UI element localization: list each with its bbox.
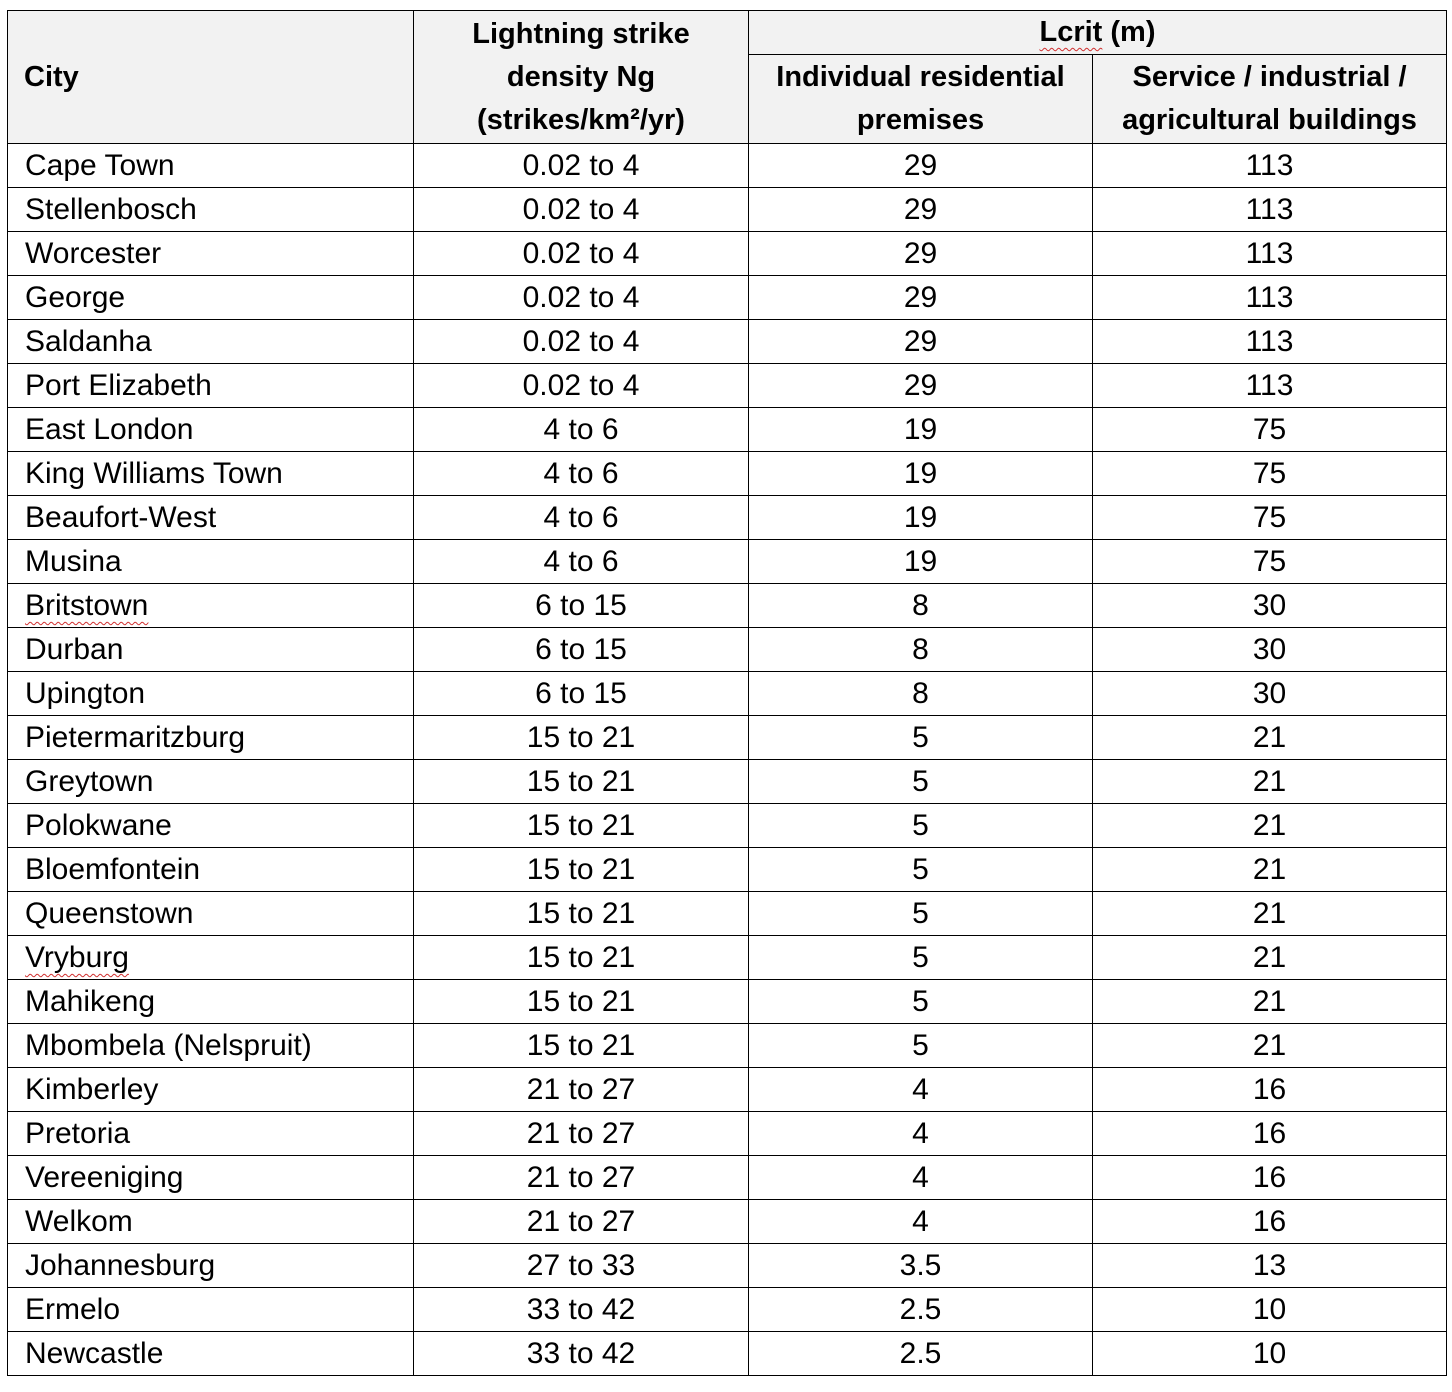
service-lcrit-cell: 75 <box>1093 496 1447 540</box>
city-cell: Pietermaritzburg <box>8 716 414 760</box>
strike-density-cell: 15 to 21 <box>414 716 749 760</box>
residential-lcrit-cell: 4 <box>749 1068 1093 1112</box>
table-row <box>8 1200 1447 1244</box>
residential-lcrit-cell: 8 <box>749 628 1093 672</box>
table-row <box>8 1024 1447 1068</box>
service-column-header <box>1093 55 1447 144</box>
strike-density-column-header <box>414 11 749 144</box>
city-cell: Pretoria <box>8 1112 414 1156</box>
strike-density-cell: 33 to 42 <box>414 1288 749 1332</box>
city-cell: Johannesburg <box>8 1244 414 1288</box>
city-cell: George <box>8 276 414 320</box>
city-cell: Vryburg <box>8 936 414 980</box>
service-lcrit-cell: 30 <box>1093 584 1447 628</box>
lcrit-word: Lcrit <box>1039 16 1103 48</box>
table-row <box>8 716 1447 760</box>
service-lcrit-cell: 113 <box>1093 232 1447 276</box>
lcrit-group-header <box>749 11 1447 55</box>
city-cell: Mahikeng <box>8 980 414 1024</box>
residential-lcrit-cell: 2.5 <box>749 1332 1093 1376</box>
service-lcrit-cell: 21 <box>1093 980 1447 1024</box>
strike-density-cell: 15 to 21 <box>414 892 749 936</box>
service-lcrit-cell: 21 <box>1093 848 1447 892</box>
city-cell: Greytown <box>8 760 414 804</box>
strike-density-cell: 4 to 6 <box>414 452 749 496</box>
strike-density-cell: 15 to 21 <box>414 848 749 892</box>
service-lcrit-cell: 16 <box>1093 1112 1447 1156</box>
strike-density-cell: 0.02 to 4 <box>414 320 749 364</box>
service-lcrit-cell: 16 <box>1093 1068 1447 1112</box>
table-row <box>8 892 1447 936</box>
city-cell: Bloemfontein <box>8 848 414 892</box>
table-row <box>8 1332 1447 1376</box>
table-row <box>8 1244 1447 1288</box>
strike-density-cell: 27 to 33 <box>414 1244 749 1288</box>
residential-lcrit-cell: 19 <box>749 408 1093 452</box>
table-row <box>8 1068 1447 1112</box>
residential-lcrit-cell: 4 <box>749 1200 1093 1244</box>
city-cell: Mbombela (Nelspruit) <box>8 1024 414 1068</box>
residential-lcrit-cell: 29 <box>749 364 1093 408</box>
table-row <box>8 496 1447 540</box>
residential-lcrit-cell: 5 <box>749 716 1093 760</box>
city-column-header <box>8 11 414 144</box>
table-row <box>8 672 1447 716</box>
table-row <box>8 144 1447 188</box>
city-cell: Upington <box>8 672 414 716</box>
city-cell: Kimberley <box>8 1068 414 1112</box>
table-row <box>8 1112 1447 1156</box>
city-cell: East London <box>8 408 414 452</box>
density-header-line-3: (strikes/km²/yr) <box>477 103 685 136</box>
table-row <box>8 1156 1447 1200</box>
table-row <box>8 276 1447 320</box>
city-cell: Beaufort-West <box>8 496 414 540</box>
city-cell: Ermelo <box>8 1288 414 1332</box>
service-lcrit-cell: 113 <box>1093 320 1447 364</box>
service-lcrit-cell: 21 <box>1093 760 1447 804</box>
city-cell: Newcastle <box>8 1332 414 1376</box>
service-lcrit-cell: 113 <box>1093 276 1447 320</box>
table-row <box>8 408 1447 452</box>
residential-header-line-2: premises <box>856 104 985 136</box>
city-cell: Polokwane <box>8 804 414 848</box>
strike-density-cell: 4 to 6 <box>414 496 749 540</box>
table-row <box>8 232 1447 276</box>
service-lcrit-cell: 21 <box>1093 1024 1447 1068</box>
residential-lcrit-cell: 4 <box>749 1156 1093 1200</box>
lightning-lcrit-table <box>7 10 1447 1376</box>
service-lcrit-cell: 21 <box>1093 892 1447 936</box>
density-header-line-2: density Ng <box>506 60 656 93</box>
residential-lcrit-cell: 4 <box>749 1112 1093 1156</box>
service-header-line-1: Service / industrial / <box>1132 61 1407 93</box>
residential-column-header <box>749 55 1093 144</box>
service-lcrit-cell: 13 <box>1093 1244 1447 1288</box>
strike-density-cell: 21 to 27 <box>414 1112 749 1156</box>
table-row <box>8 584 1447 628</box>
table-row <box>8 936 1447 980</box>
residential-lcrit-cell: 8 <box>749 584 1093 628</box>
city-cell: Welkom <box>8 1200 414 1244</box>
residential-lcrit-cell: 29 <box>749 320 1093 364</box>
lcrit-unit: (m) <box>1102 16 1156 48</box>
strike-density-cell: 0.02 to 4 <box>414 188 749 232</box>
strike-density-cell: 21 to 27 <box>414 1200 749 1244</box>
residential-lcrit-cell: 5 <box>749 760 1093 804</box>
city-cell: Cape Town <box>8 144 414 188</box>
city-cell: Port Elizabeth <box>8 364 414 408</box>
table-row <box>8 320 1447 364</box>
service-lcrit-cell: 113 <box>1093 188 1447 232</box>
service-lcrit-cell: 16 <box>1093 1200 1447 1244</box>
residential-lcrit-cell: 5 <box>749 892 1093 936</box>
table-row <box>8 364 1447 408</box>
density-header-line-1: Lightning strike <box>472 17 690 50</box>
service-lcrit-cell: 113 <box>1093 144 1447 188</box>
residential-lcrit-cell: 3.5 <box>749 1244 1093 1288</box>
city-cell: Saldanha <box>8 320 414 364</box>
residential-lcrit-cell: 5 <box>749 848 1093 892</box>
residential-lcrit-cell: 5 <box>749 804 1093 848</box>
city-cell: King Williams Town <box>8 452 414 496</box>
strike-density-cell: 6 to 15 <box>414 628 749 672</box>
city-cell: Britstown <box>8 584 414 628</box>
service-header-line-2: agricultural buildings <box>1122 104 1417 136</box>
strike-density-cell: 15 to 21 <box>414 936 749 980</box>
city-cell: Worcester <box>8 232 414 276</box>
service-lcrit-cell: 113 <box>1093 364 1447 408</box>
table-row <box>8 848 1447 892</box>
residential-lcrit-cell: 5 <box>749 1024 1093 1068</box>
strike-density-cell: 0.02 to 4 <box>414 276 749 320</box>
table-row <box>8 540 1447 584</box>
strike-density-cell: 15 to 21 <box>414 1024 749 1068</box>
service-lcrit-cell: 75 <box>1093 452 1447 496</box>
service-lcrit-cell: 21 <box>1093 716 1447 760</box>
service-lcrit-cell: 10 <box>1093 1332 1447 1376</box>
residential-lcrit-cell: 19 <box>749 452 1093 496</box>
service-lcrit-cell: 75 <box>1093 408 1447 452</box>
service-lcrit-cell: 30 <box>1093 672 1447 716</box>
strike-density-cell: 6 to 15 <box>414 584 749 628</box>
residential-lcrit-cell: 29 <box>749 232 1093 276</box>
city-cell: Queenstown <box>8 892 414 936</box>
service-lcrit-cell: 10 <box>1093 1288 1447 1332</box>
table-row <box>8 452 1447 496</box>
table-row <box>8 980 1447 1024</box>
service-lcrit-cell: 21 <box>1093 804 1447 848</box>
strike-density-cell: 4 to 6 <box>414 408 749 452</box>
service-lcrit-cell: 16 <box>1093 1156 1447 1200</box>
table-row <box>8 1288 1447 1332</box>
service-lcrit-cell: 75 <box>1093 540 1447 584</box>
residential-lcrit-cell: 5 <box>749 936 1093 980</box>
table-row <box>8 760 1447 804</box>
table-row <box>8 628 1447 672</box>
residential-lcrit-cell: 2.5 <box>749 1288 1093 1332</box>
strike-density-cell: 15 to 21 <box>414 804 749 848</box>
strike-density-cell: 15 to 21 <box>414 980 749 1024</box>
city-header-label: City <box>24 60 79 93</box>
residential-lcrit-cell: 29 <box>749 144 1093 188</box>
strike-density-cell: 21 to 27 <box>414 1068 749 1112</box>
strike-density-cell: 33 to 42 <box>414 1332 749 1376</box>
residential-header-line-1: Individual residential <box>776 61 1065 93</box>
strike-density-cell: 0.02 to 4 <box>414 144 749 188</box>
strike-density-cell: 4 to 6 <box>414 540 749 584</box>
residential-lcrit-cell: 29 <box>749 276 1093 320</box>
strike-density-cell: 6 to 15 <box>414 672 749 716</box>
city-cell: Stellenbosch <box>8 188 414 232</box>
residential-lcrit-cell: 29 <box>749 188 1093 232</box>
city-cell: Musina <box>8 540 414 584</box>
residential-lcrit-cell: 8 <box>749 672 1093 716</box>
strike-density-cell: 0.02 to 4 <box>414 364 749 408</box>
city-cell: Vereeniging <box>8 1156 414 1200</box>
service-lcrit-cell: 21 <box>1093 936 1447 980</box>
strike-density-cell: 21 to 27 <box>414 1156 749 1200</box>
residential-lcrit-cell: 5 <box>749 980 1093 1024</box>
table-body <box>8 144 1447 1376</box>
strike-density-cell: 0.02 to 4 <box>414 232 749 276</box>
service-lcrit-cell: 30 <box>1093 628 1447 672</box>
strike-density-cell: 15 to 21 <box>414 760 749 804</box>
table-row <box>8 804 1447 848</box>
header-row-top <box>8 11 1447 55</box>
city-cell: Durban <box>8 628 414 672</box>
residential-lcrit-cell: 19 <box>749 540 1093 584</box>
residential-lcrit-cell: 19 <box>749 496 1093 540</box>
table-row <box>8 188 1447 232</box>
